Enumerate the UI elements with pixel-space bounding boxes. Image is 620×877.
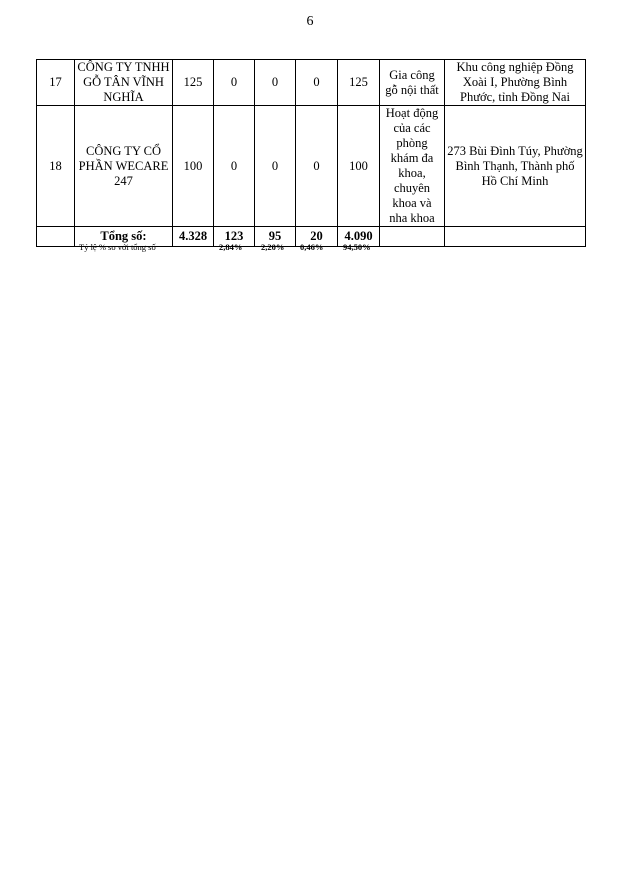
total-cell: 100 [173,106,214,227]
value-cell: 100 [338,106,380,227]
address-cell: 273 Bùi Đình Túy, Phường Bình Thạnh, Thành phố Hồ Chí Minh [445,106,586,227]
value-cell: 0 [214,106,255,227]
value-cell: 4.090 [338,227,380,247]
total-cell: 125 [173,60,214,106]
value-cell: 0 [255,106,296,227]
total-cell: 4.328 [173,227,214,247]
address-cell: Khu công nghiệp Đồng Xoài I, Phường Bình Phước, tỉnh Đồng Nai [445,60,586,106]
ratio-value: 0,46% [300,242,324,252]
empty-cell [37,227,75,247]
table-row [37,60,586,106]
table-row [37,106,586,227]
empty-cell [380,227,445,247]
value-cell: 125 [338,60,380,106]
ratio-value: 2,20% [261,242,285,252]
value-cell: 0 [255,60,296,106]
value-cell: 0 [296,60,338,106]
ratio-value: 2,84% [219,242,243,252]
stt-cell: 17 [37,60,75,106]
company-cell: CÔNG TY TNHH GỖ TÂN VĨNH NGHĨA [75,60,173,106]
value-cell: 95 [255,227,296,247]
empty-cell [445,227,586,247]
company-cell: CÔNG TY CỔ PHẦN WECARE 247 [75,106,173,227]
value-cell: 123 [214,227,255,247]
enterprise-table [36,59,586,247]
ratio-value: 94,50% [343,242,371,252]
stt-cell: 18 [37,106,75,227]
value-cell: 0 [214,60,255,106]
value-cell: 0 [296,106,338,227]
page-number: 6 [306,14,314,29]
activity-cell: Hoạt động của các phòng khám đa khoa, chuyên khoa và nha khoa [380,106,445,227]
ratio-label: Tỷ lệ % so với tổng số [79,242,156,252]
value-cell: 20 [296,227,338,247]
activity-cell: Gia công gỗ nội thất [380,60,445,106]
total-label: Tổng số: [75,227,173,247]
